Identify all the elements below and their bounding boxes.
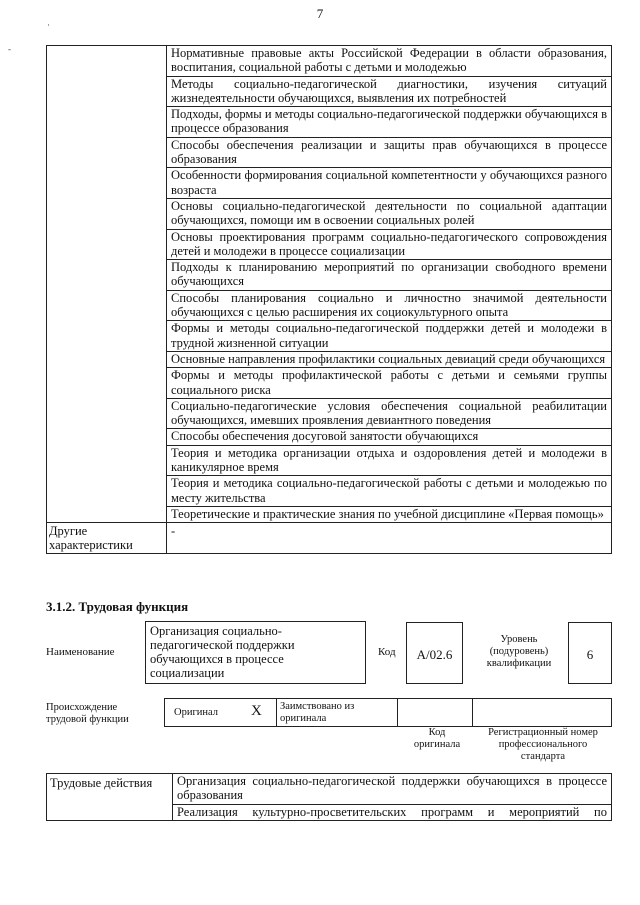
- knowledge-item: Теория и методика организации отдыха и оздоровления детей и молодежи в каникулярное время: [167, 445, 612, 476]
- knowledge-row: [47, 506, 612, 522]
- knowledge-item: Социально-педагогические условия обеспечения социальной реабилитации обучающихся, имевших проявления девиантного поведения: [167, 398, 612, 429]
- knowledge-item: Подходы к планированию мероприятий по организации свободного времени обучающихся: [167, 260, 612, 291]
- knowledge-item: Теория и методика социально-педагогической работы с детьми и молодежью по месту жительства: [167, 476, 612, 507]
- knowledge-item: Особенности формирования социальной компетентности у обучающихся разного возраста: [167, 168, 612, 199]
- original-cell: [164, 698, 277, 727]
- scan-mark-top: ·: [47, 20, 50, 30]
- other-characteristics-label: Другие характеристики: [47, 523, 167, 554]
- reg-caption: Регистрационный номер профессионального стандарта: [488, 727, 598, 762]
- knowledge-label-cell: [47, 476, 167, 507]
- knowledge-item: Основы социально-педагогической деятельности по социальной адаптации обучающихся, помощи им в освоении социальных ролей: [167, 198, 612, 229]
- action-row: [47, 774, 612, 805]
- function-name-label: Наименование: [46, 646, 115, 658]
- knowledge-label-cell: [47, 76, 167, 107]
- action-item: Реализация культурно-просветительских программ и мероприятий по: [173, 804, 612, 820]
- level-label: Уровень (подуровень) квалификации: [486, 634, 552, 669]
- code-caption: Код оригинала: [413, 727, 461, 750]
- knowledge-item: Методы социально-педагогической диагностики, изучения ситуаций жизнедеятельности обучающихся, выявления их потребностей: [167, 76, 612, 107]
- knowledge-item: Теоретические и практические знания по учебной дисциплине «Первая помощь»: [167, 506, 612, 522]
- knowledge-item: Нормативные правовые акты Российской Федерации в области образования, воспитания, социальной работы с детьми и молодежью: [167, 46, 612, 77]
- knowledge-item: Формы и методы профилактической работы с детьми и семьями группы социального риска: [167, 368, 612, 399]
- knowledge-row: [47, 321, 612, 352]
- knowledge-row: [47, 107, 612, 138]
- origin-reg-cell: [472, 698, 612, 727]
- knowledge-label-cell: [47, 46, 167, 77]
- action-item: Организация социально-педагогической поддержки обучающихся в процессе образования: [173, 774, 612, 805]
- knowledge-label-cell: [47, 260, 167, 291]
- page-number: 7: [316, 6, 324, 21]
- knowledge-row: [47, 351, 612, 367]
- borrowed-label: Заимствовано из оригинала: [280, 701, 355, 724]
- knowledge-row: [47, 368, 612, 399]
- knowledge-label-cell: [47, 429, 167, 445]
- knowledge-label-cell: [47, 351, 167, 367]
- scan-mark-left: -: [8, 44, 11, 54]
- knowledge-table: [46, 45, 612, 554]
- knowledge-label-cell: [47, 368, 167, 399]
- knowledge-label-cell: [47, 168, 167, 199]
- original-mark: X: [251, 703, 262, 719]
- knowledge-label-cell: [47, 445, 167, 476]
- knowledge-row: [47, 137, 612, 168]
- knowledge-row: [47, 76, 612, 107]
- knowledge-item: Формы и методы социально-педагогической поддержки детей и молодежи в трудной жизненной ситуации: [167, 321, 612, 352]
- code-label: Код: [378, 646, 396, 658]
- knowledge-label-cell: [47, 506, 167, 522]
- knowledge-label-cell: [47, 398, 167, 429]
- knowledge-row: [47, 198, 612, 229]
- knowledge-row: [47, 476, 612, 507]
- knowledge-item: Основные направления профилактики социальных девиаций среди обучающихся: [167, 351, 612, 367]
- knowledge-item: Способы планирования социально и личностно значимой деятельности обучающихся с целью расширения их социокультурного опыта: [167, 290, 612, 321]
- origin-label: Происхождение трудовой функции: [46, 702, 129, 725]
- knowledge-label-cell: [47, 290, 167, 321]
- knowledge-row: [47, 229, 612, 260]
- borrowed-cell: [276, 698, 398, 727]
- knowledge-row: [47, 168, 612, 199]
- level-box: [568, 622, 612, 684]
- knowledge-item: Способы обеспечения досуговой занятости обучающихся: [167, 429, 612, 445]
- knowledge-label-cell: [47, 198, 167, 229]
- origin-code-cell: [397, 698, 473, 727]
- knowledge-item: Способы обеспечения реализации и защиты прав обучающихся в процессе образования: [167, 137, 612, 168]
- knowledge-label-cell: [47, 137, 167, 168]
- knowledge-label-cell: [47, 107, 167, 138]
- other-characteristics-value: -: [167, 523, 612, 554]
- code-value: А/02.6: [416, 647, 453, 662]
- code-box: [406, 622, 463, 684]
- actions-table: [46, 773, 612, 821]
- level-value: 6: [586, 647, 594, 662]
- knowledge-row: [47, 260, 612, 291]
- knowledge-label-cell: [47, 229, 167, 260]
- knowledge-item: Основы проектирования программ социально-педагогического сопровождения детей и молодежи в процессе социализации: [167, 229, 612, 260]
- knowledge-label-cell: [47, 321, 167, 352]
- original-label: Оригинал: [174, 707, 218, 718]
- other-characteristics-row: [47, 523, 612, 554]
- knowledge-row: [47, 46, 612, 77]
- function-name-value: Организация социально-педагогической поддержки обучающихся в процессе социализации: [150, 624, 295, 680]
- section-title: 3.1.2. Трудовая функция: [46, 599, 189, 614]
- knowledge-row: [47, 429, 612, 445]
- function-name-box: [145, 621, 366, 684]
- knowledge-row: [47, 290, 612, 321]
- knowledge-row: [47, 398, 612, 429]
- knowledge-item: Подходы, формы и методы социально-педагогической поддержки обучающихся в процессе образования: [167, 107, 612, 138]
- actions-label: Трудовые действия: [47, 774, 173, 821]
- knowledge-row: [47, 445, 612, 476]
